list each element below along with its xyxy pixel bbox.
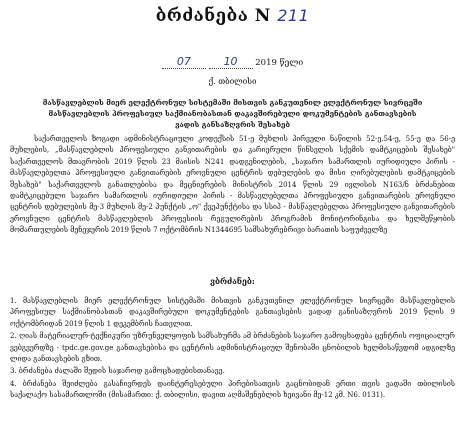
handwritten-date-day: 07 bbox=[176, 55, 191, 68]
date-year-text: 2019 წელი bbox=[255, 58, 304, 68]
date-month-blank bbox=[209, 55, 253, 69]
decree-items-list bbox=[10, 296, 455, 403]
title-prefix: ბრძანება N bbox=[155, 6, 271, 26]
date-day-blank bbox=[162, 55, 206, 69]
preamble-paragraph: საქართველოს ზოგადი ადმინისტრაციული კოდექსის 51-ე მუხლის პირველი ნაწილის 52-ე,54-ე, 55-ე და 56-ე მუხლების, „მასწავლებლის პროფესიული განვითარების და კარიერული წინსვლის სქემის დამტკიცების შესახებ" საქართველოს მთავრობის 2019 წლის 23 მაისის N241 დადგენილების, „საჯარო სამართლის იურიდიული პირის - მასწავლებელთა პროფესიული განვითარების ეროვნული ცენტრის დებულების და მისი ღირებულების დამტკიცების შესახებ" საქართველოს განათლებისა და მეცნიერების მინისტრის 2014 წლის 29 ივლისის N163/ნ ბრძანებით დამტკიცებული საჯარო სამართლის იურიდიული პირის - მასწავლებელთა პროფესიული განვითარების ეროვნული ცენტრის დებულების მე-3 მუხლის მე-2 პუნქტის „ო" ქვეპუნქტისა და სსიპ - მასწავლებელთა პროფესიული განვითარების ეროვნული ცენტრის მასწავლებლის პროფესიის რეგულირების პროგრამის მონიტორინგისა და ხელშეწყობის მომართულების მენეჯერის 2019 წლის 7 ოქტომბრის N1344695 სამსახურებრივი ბარათის საფუძველზე bbox=[10, 135, 455, 235]
document-title bbox=[0, 6, 465, 26]
handwritten-order-number: 211 bbox=[277, 6, 310, 25]
decree-item: 1. მასწავლებლის მიერ ელექტრონულ სისტემაში მისთვის განკუთვნილ ელექტრონულ სივრცეში მასწავლებლის პროფესიულ საქმიანობასთან დაკავშირებული დოკუმენტების განთავსების ვადად განისაზღვროს 2019 წლის 9 ოქტომბრიდან 2019 წლის 1 დეკემბრის ჩათვლით. bbox=[10, 297, 455, 328]
decree-heading: ვბრძანებ: bbox=[210, 276, 255, 286]
decree-item: 3. ბრძანება ძალაში შედის საჯაროდ გამოცხადებისთანავე. bbox=[10, 367, 225, 376]
decree-item: 2. ღიას მატერიალურ-ტექნიკური უზრუნველყოფის სამსახურმა ამ ბრძანების საჯარო გამოცხადება ცენტრის ოფიციალურ ვებგვერდზე - tpdc.ge.gov.ge განთავსებისა და ცენტრის ადმინისტრაციულ შენობაში ცნობილის ხელმისაწვდომ ადგილზე ლიდა განთავსების გზით. bbox=[10, 332, 455, 364]
decree-item: 4. ბრძანება შეიძლება გასაჩივრდეს დაინტერესებული პირებისათვის გაცნობიდან ერთი თვის ვადაში თბილისის საქალაქო სასამართლოში (მისამართი: ქ. თბილისი, დავით აღმაშენებლის ხეივანი მე-12 კმ. N6. 0131). bbox=[10, 379, 455, 400]
date-line bbox=[0, 55, 465, 69]
handwritten-date-month: 10 bbox=[223, 55, 238, 68]
subject-heading: მასწავლებლის მიერ ელექტრონულ სისტემაში მისთვის განკუთვნილ ელექტრონულ სივრცეში მასწავლებლის პროფესიულ საქმიანობასთან დაკავშირებული დოკუმენტების განთავსების ვადის განსაზღვრის შესახებ bbox=[42, 98, 423, 129]
city-line: ქ. თბილისი bbox=[208, 77, 257, 86]
